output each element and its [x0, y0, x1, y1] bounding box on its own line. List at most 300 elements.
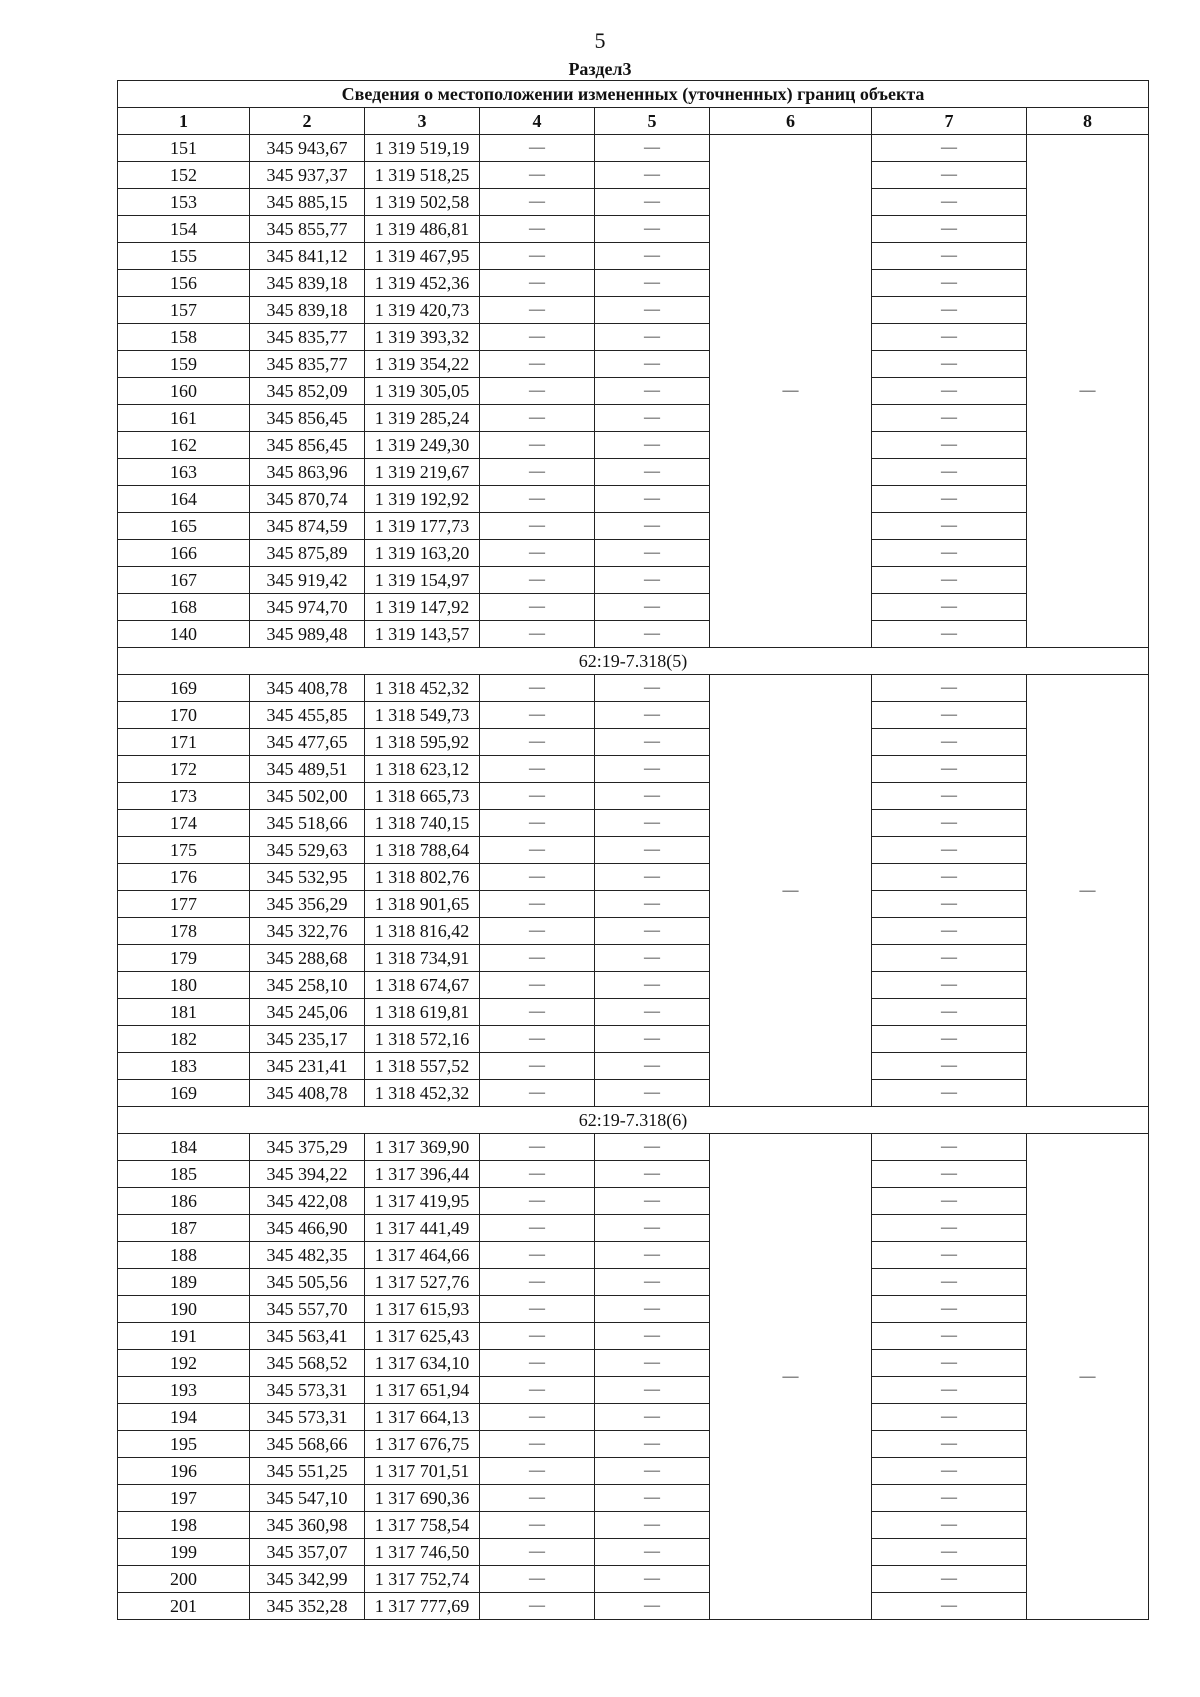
- dash-cell: —: [872, 675, 1027, 702]
- point-number-cell: 159: [118, 351, 250, 378]
- table-row: [118, 297, 1149, 324]
- dash-cell: —: [872, 1485, 1027, 1512]
- point-number-cell: 155: [118, 243, 250, 270]
- x-coordinate-cell: 345 529,63: [250, 837, 365, 864]
- point-number-cell: 152: [118, 162, 250, 189]
- y-coordinate-cell: 1 317 746,50: [365, 1539, 480, 1566]
- column-number: 5: [595, 108, 710, 135]
- dash-cell: —: [595, 162, 710, 189]
- y-coordinate-cell: 1 319 519,19: [365, 135, 480, 162]
- x-coordinate-cell: 345 258,10: [250, 972, 365, 999]
- x-coordinate-cell: 345 356,29: [250, 891, 365, 918]
- dash-cell: —: [480, 1053, 595, 1080]
- dash-cell: —: [872, 918, 1027, 945]
- x-coordinate-cell: 345 235,17: [250, 1026, 365, 1053]
- table-row: [118, 945, 1149, 972]
- dash-cell: —: [872, 999, 1027, 1026]
- point-number-cell: 194: [118, 1404, 250, 1431]
- y-coordinate-cell: 1 317 777,69: [365, 1593, 480, 1620]
- y-coordinate-cell: 1 319 305,05: [365, 378, 480, 405]
- point-number-cell: 154: [118, 216, 250, 243]
- x-coordinate-cell: 345 835,77: [250, 351, 365, 378]
- table-row: [118, 351, 1149, 378]
- dash-cell: —: [872, 1053, 1027, 1080]
- x-coordinate-cell: 345 870,74: [250, 486, 365, 513]
- dash-cell: —: [595, 540, 710, 567]
- dash-cell: —: [595, 1404, 710, 1431]
- table-row: [118, 1431, 1149, 1458]
- point-number-cell: 169: [118, 675, 250, 702]
- dash-cell: —: [595, 864, 710, 891]
- dash-cell: —: [595, 567, 710, 594]
- dash-cell: —: [872, 1539, 1027, 1566]
- y-coordinate-cell: 1 318 802,76: [365, 864, 480, 891]
- x-coordinate-cell: 345 937,37: [250, 162, 365, 189]
- table-row: [118, 1026, 1149, 1053]
- y-coordinate-cell: 1 318 665,73: [365, 783, 480, 810]
- y-coordinate-cell: 1 319 147,92: [365, 594, 480, 621]
- table-row: [118, 540, 1149, 567]
- dash-cell: —: [595, 918, 710, 945]
- dash-cell: —: [872, 1458, 1027, 1485]
- x-coordinate-cell: 345 322,76: [250, 918, 365, 945]
- merged-column-8-cell: —: [1027, 135, 1149, 648]
- y-coordinate-cell: 1 319 163,20: [365, 540, 480, 567]
- dash-cell: —: [480, 432, 595, 459]
- column-number: 1: [118, 108, 250, 135]
- point-number-cell: 161: [118, 405, 250, 432]
- dash-cell: —: [872, 270, 1027, 297]
- x-coordinate-cell: 345 856,45: [250, 405, 365, 432]
- column-number-row: [118, 108, 1149, 135]
- dash-cell: —: [480, 1134, 595, 1161]
- dash-cell: —: [872, 1512, 1027, 1539]
- x-coordinate-cell: 345 502,00: [250, 783, 365, 810]
- x-coordinate-cell: 345 573,31: [250, 1404, 365, 1431]
- x-coordinate-cell: 345 563,41: [250, 1323, 365, 1350]
- dash-cell: —: [872, 1593, 1027, 1620]
- point-number-cell: 179: [118, 945, 250, 972]
- dash-cell: —: [480, 729, 595, 756]
- x-coordinate-cell: 345 568,66: [250, 1431, 365, 1458]
- x-coordinate-cell: 345 839,18: [250, 297, 365, 324]
- point-number-cell: 173: [118, 783, 250, 810]
- y-coordinate-cell: 1 318 557,52: [365, 1053, 480, 1080]
- dash-cell: —: [480, 1458, 595, 1485]
- dash-cell: —: [872, 1026, 1027, 1053]
- dash-cell: —: [480, 1566, 595, 1593]
- table-row: [118, 918, 1149, 945]
- dash-cell: —: [480, 324, 595, 351]
- x-coordinate-cell: 345 875,89: [250, 540, 365, 567]
- dash-cell: —: [480, 189, 595, 216]
- dash-cell: —: [872, 1269, 1027, 1296]
- dash-cell: —: [480, 486, 595, 513]
- point-number-cell: 153: [118, 189, 250, 216]
- dash-cell: —: [872, 1161, 1027, 1188]
- dash-cell: —: [872, 135, 1027, 162]
- point-number-cell: 167: [118, 567, 250, 594]
- dash-cell: —: [480, 378, 595, 405]
- y-coordinate-cell: 1 318 788,64: [365, 837, 480, 864]
- dash-cell: —: [872, 243, 1027, 270]
- dash-cell: —: [595, 1593, 710, 1620]
- x-coordinate-cell: 345 885,15: [250, 189, 365, 216]
- x-coordinate-cell: 345 455,85: [250, 702, 365, 729]
- dash-cell: —: [872, 783, 1027, 810]
- dash-cell: —: [595, 945, 710, 972]
- page-number: 5: [594, 28, 606, 53]
- point-number-cell: 192: [118, 1350, 250, 1377]
- dash-cell: —: [480, 1485, 595, 1512]
- point-number-cell: 151: [118, 135, 250, 162]
- point-number-cell: 163: [118, 459, 250, 486]
- dash-cell: —: [480, 162, 595, 189]
- x-coordinate-cell: 345 489,51: [250, 756, 365, 783]
- table-row: [118, 972, 1149, 999]
- dash-cell: —: [480, 810, 595, 837]
- x-coordinate-cell: 345 466,90: [250, 1215, 365, 1242]
- point-number-cell: 184: [118, 1134, 250, 1161]
- x-coordinate-cell: 345 532,95: [250, 864, 365, 891]
- dash-cell: —: [595, 1431, 710, 1458]
- dash-cell: —: [595, 783, 710, 810]
- dash-cell: —: [595, 351, 710, 378]
- dash-cell: —: [872, 405, 1027, 432]
- dash-cell: —: [595, 486, 710, 513]
- dash-cell: —: [480, 756, 595, 783]
- table-row: [118, 405, 1149, 432]
- table-row: [118, 891, 1149, 918]
- table-row: [118, 999, 1149, 1026]
- point-number-cell: 174: [118, 810, 250, 837]
- point-number-cell: 190: [118, 1296, 250, 1323]
- x-coordinate-cell: 345 482,35: [250, 1242, 365, 1269]
- table-row: [118, 513, 1149, 540]
- table-row: [118, 1404, 1149, 1431]
- point-number-cell: 140: [118, 621, 250, 648]
- y-coordinate-cell: 1 318 901,65: [365, 891, 480, 918]
- x-coordinate-cell: 345 245,06: [250, 999, 365, 1026]
- point-number-cell: 165: [118, 513, 250, 540]
- point-number-cell: 191: [118, 1323, 250, 1350]
- y-coordinate-cell: 1 319 452,36: [365, 270, 480, 297]
- column-number: 2: [250, 108, 365, 135]
- table-row: [118, 567, 1149, 594]
- dash-cell: —: [480, 999, 595, 1026]
- x-coordinate-cell: 345 477,65: [250, 729, 365, 756]
- dash-cell: —: [872, 702, 1027, 729]
- point-number-cell: 171: [118, 729, 250, 756]
- group-label-row: [118, 648, 1149, 675]
- point-number-cell: 195: [118, 1431, 250, 1458]
- dash-cell: —: [872, 1377, 1027, 1404]
- dash-cell: —: [595, 297, 710, 324]
- table-row: [118, 1539, 1149, 1566]
- dash-cell: —: [595, 324, 710, 351]
- x-coordinate-cell: 345 231,41: [250, 1053, 365, 1080]
- dash-cell: —: [872, 324, 1027, 351]
- dash-cell: —: [480, 972, 595, 999]
- y-coordinate-cell: 1 317 676,75: [365, 1431, 480, 1458]
- dash-cell: —: [480, 837, 595, 864]
- dash-cell: —: [595, 1161, 710, 1188]
- x-coordinate-cell: 345 342,99: [250, 1566, 365, 1593]
- dash-cell: —: [595, 972, 710, 999]
- table-row: [118, 1188, 1149, 1215]
- dash-cell: —: [872, 378, 1027, 405]
- column-number: 3: [365, 108, 480, 135]
- dash-cell: —: [872, 189, 1027, 216]
- y-coordinate-cell: 1 317 690,36: [365, 1485, 480, 1512]
- dash-cell: —: [872, 1350, 1027, 1377]
- x-coordinate-cell: 345 974,70: [250, 594, 365, 621]
- point-number-cell: 187: [118, 1215, 250, 1242]
- column-number: 8: [1027, 108, 1149, 135]
- dash-cell: —: [480, 1296, 595, 1323]
- y-coordinate-cell: 1 317 464,66: [365, 1242, 480, 1269]
- dash-cell: —: [480, 1269, 595, 1296]
- dash-cell: —: [480, 1350, 595, 1377]
- y-coordinate-cell: 1 317 634,10: [365, 1350, 480, 1377]
- x-coordinate-cell: 345 547,10: [250, 1485, 365, 1512]
- dash-cell: —: [595, 1242, 710, 1269]
- dash-cell: —: [595, 513, 710, 540]
- dash-cell: —: [480, 135, 595, 162]
- y-coordinate-cell: 1 318 623,12: [365, 756, 480, 783]
- table-row: [118, 1512, 1149, 1539]
- dash-cell: —: [872, 216, 1027, 243]
- table-row: [118, 1080, 1149, 1107]
- x-coordinate-cell: 345 839,18: [250, 270, 365, 297]
- table-row: [118, 1566, 1149, 1593]
- dash-cell: —: [872, 1188, 1027, 1215]
- table-row: [118, 729, 1149, 756]
- dash-cell: —: [595, 1269, 710, 1296]
- y-coordinate-cell: 1 318 740,15: [365, 810, 480, 837]
- point-number-cell: 182: [118, 1026, 250, 1053]
- dash-cell: —: [595, 270, 710, 297]
- point-number-cell: 178: [118, 918, 250, 945]
- dash-cell: —: [872, 297, 1027, 324]
- table-row: [118, 621, 1149, 648]
- merged-column-6-cell: —: [710, 1134, 872, 1620]
- dash-cell: —: [480, 1593, 595, 1620]
- dash-cell: —: [595, 1026, 710, 1053]
- point-number-cell: 170: [118, 702, 250, 729]
- x-coordinate-cell: 345 989,48: [250, 621, 365, 648]
- dash-cell: —: [480, 351, 595, 378]
- table-row: [118, 837, 1149, 864]
- dash-cell: —: [480, 594, 595, 621]
- y-coordinate-cell: 1 317 752,74: [365, 1566, 480, 1593]
- y-coordinate-cell: 1 319 143,57: [365, 621, 480, 648]
- point-number-cell: 198: [118, 1512, 250, 1539]
- dash-cell: —: [595, 459, 710, 486]
- point-number-cell: 185: [118, 1161, 250, 1188]
- dash-cell: —: [872, 756, 1027, 783]
- dash-cell: —: [480, 1080, 595, 1107]
- point-number-cell: 186: [118, 1188, 250, 1215]
- y-coordinate-cell: 1 319 249,30: [365, 432, 480, 459]
- x-coordinate-cell: 345 288,68: [250, 945, 365, 972]
- dash-cell: —: [595, 1512, 710, 1539]
- x-coordinate-cell: 345 352,28: [250, 1593, 365, 1620]
- table-row: [118, 432, 1149, 459]
- dash-cell: —: [595, 1215, 710, 1242]
- table-row: [118, 1350, 1149, 1377]
- group-label: 62:19-7.318(5): [118, 648, 1149, 675]
- table-row: [118, 1053, 1149, 1080]
- y-coordinate-cell: 1 319 502,58: [365, 189, 480, 216]
- dash-cell: —: [595, 1485, 710, 1512]
- dash-cell: —: [480, 1215, 595, 1242]
- y-coordinate-cell: 1 317 758,54: [365, 1512, 480, 1539]
- dash-cell: —: [872, 486, 1027, 513]
- section-title: Раздел3: [568, 59, 632, 79]
- dash-cell: —: [872, 594, 1027, 621]
- dash-cell: —: [595, 999, 710, 1026]
- dash-cell: —: [595, 432, 710, 459]
- dash-cell: —: [872, 351, 1027, 378]
- point-number-cell: 157: [118, 297, 250, 324]
- point-number-cell: 180: [118, 972, 250, 999]
- dash-cell: —: [595, 837, 710, 864]
- y-coordinate-cell: 1 318 619,81: [365, 999, 480, 1026]
- dash-cell: —: [480, 216, 595, 243]
- group-label-row: [118, 1107, 1149, 1134]
- dash-cell: —: [595, 216, 710, 243]
- dash-cell: —: [872, 1296, 1027, 1323]
- table-row: [118, 1242, 1149, 1269]
- point-number-cell: 177: [118, 891, 250, 918]
- table-row: [118, 486, 1149, 513]
- dash-cell: —: [480, 297, 595, 324]
- merged-column-8-cell: —: [1027, 675, 1149, 1107]
- y-coordinate-cell: 1 319 177,73: [365, 513, 480, 540]
- dash-cell: —: [872, 540, 1027, 567]
- point-number-cell: 176: [118, 864, 250, 891]
- x-coordinate-cell: 345 841,12: [250, 243, 365, 270]
- table-row: [118, 1296, 1149, 1323]
- dash-cell: —: [595, 1188, 710, 1215]
- dash-cell: —: [872, 891, 1027, 918]
- x-coordinate-cell: 345 422,08: [250, 1188, 365, 1215]
- point-number-cell: 200: [118, 1566, 250, 1593]
- y-coordinate-cell: 1 318 816,42: [365, 918, 480, 945]
- dash-cell: —: [595, 1377, 710, 1404]
- table-row: [118, 1377, 1149, 1404]
- point-number-cell: 169: [118, 1080, 250, 1107]
- dash-cell: —: [595, 1053, 710, 1080]
- x-coordinate-cell: 345 863,96: [250, 459, 365, 486]
- table-row: [118, 1458, 1149, 1485]
- y-coordinate-cell: 1 317 527,76: [365, 1269, 480, 1296]
- dash-cell: —: [872, 513, 1027, 540]
- dash-cell: —: [872, 1566, 1027, 1593]
- y-coordinate-cell: 1 317 625,43: [365, 1323, 480, 1350]
- dash-cell: —: [595, 810, 710, 837]
- y-coordinate-cell: 1 319 420,73: [365, 297, 480, 324]
- table-row: [118, 1215, 1149, 1242]
- table-row: [118, 135, 1149, 162]
- dash-cell: —: [872, 945, 1027, 972]
- dash-cell: —: [480, 1323, 595, 1350]
- dash-cell: —: [872, 810, 1027, 837]
- x-coordinate-cell: 345 874,59: [250, 513, 365, 540]
- dash-cell: —: [480, 1161, 595, 1188]
- dash-cell: —: [595, 1134, 710, 1161]
- point-number-cell: 201: [118, 1593, 250, 1620]
- y-coordinate-cell: 1 317 664,13: [365, 1404, 480, 1431]
- y-coordinate-cell: 1 319 285,24: [365, 405, 480, 432]
- point-number-cell: 196: [118, 1458, 250, 1485]
- dash-cell: —: [595, 135, 710, 162]
- dash-cell: —: [595, 1080, 710, 1107]
- dash-cell: —: [480, 1026, 595, 1053]
- dash-cell: —: [595, 675, 710, 702]
- dash-cell: —: [872, 837, 1027, 864]
- column-number: 7: [872, 108, 1027, 135]
- y-coordinate-cell: 1 317 615,93: [365, 1296, 480, 1323]
- dash-cell: —: [872, 729, 1027, 756]
- table-row: [118, 1269, 1149, 1296]
- table-row: [118, 594, 1149, 621]
- table-body: [118, 135, 1149, 1620]
- dash-cell: —: [872, 459, 1027, 486]
- y-coordinate-cell: 1 318 595,92: [365, 729, 480, 756]
- dash-cell: —: [872, 1134, 1027, 1161]
- x-coordinate-cell: 345 518,66: [250, 810, 365, 837]
- dash-cell: —: [480, 540, 595, 567]
- dash-cell: —: [480, 270, 595, 297]
- dash-cell: —: [872, 162, 1027, 189]
- x-coordinate-cell: 345 835,77: [250, 324, 365, 351]
- point-number-cell: 164: [118, 486, 250, 513]
- table-row: [118, 1593, 1149, 1620]
- table-row: [118, 189, 1149, 216]
- y-coordinate-cell: 1 318 674,67: [365, 972, 480, 999]
- dash-cell: —: [872, 1404, 1027, 1431]
- dash-cell: —: [872, 972, 1027, 999]
- x-coordinate-cell: 345 551,25: [250, 1458, 365, 1485]
- dash-cell: —: [595, 1458, 710, 1485]
- dash-cell: —: [595, 378, 710, 405]
- x-coordinate-cell: 345 943,67: [250, 135, 365, 162]
- dash-cell: —: [872, 621, 1027, 648]
- dash-cell: —: [595, 1539, 710, 1566]
- dash-cell: —: [872, 432, 1027, 459]
- dash-cell: —: [872, 1080, 1027, 1107]
- dash-cell: —: [480, 513, 595, 540]
- point-number-cell: 158: [118, 324, 250, 351]
- dash-cell: —: [595, 1566, 710, 1593]
- point-number-cell: 156: [118, 270, 250, 297]
- y-coordinate-cell: 1 319 354,22: [365, 351, 480, 378]
- y-coordinate-cell: 1 317 701,51: [365, 1458, 480, 1485]
- y-coordinate-cell: 1 319 154,97: [365, 567, 480, 594]
- point-number-cell: 189: [118, 1269, 250, 1296]
- x-coordinate-cell: 345 408,78: [250, 1080, 365, 1107]
- column-number: 6: [710, 108, 872, 135]
- y-coordinate-cell: 1 317 441,49: [365, 1215, 480, 1242]
- x-coordinate-cell: 345 919,42: [250, 567, 365, 594]
- x-coordinate-cell: 345 360,98: [250, 1512, 365, 1539]
- dash-cell: —: [480, 1512, 595, 1539]
- dash-cell: —: [595, 702, 710, 729]
- table-row: [118, 216, 1149, 243]
- y-coordinate-cell: 1 319 467,95: [365, 243, 480, 270]
